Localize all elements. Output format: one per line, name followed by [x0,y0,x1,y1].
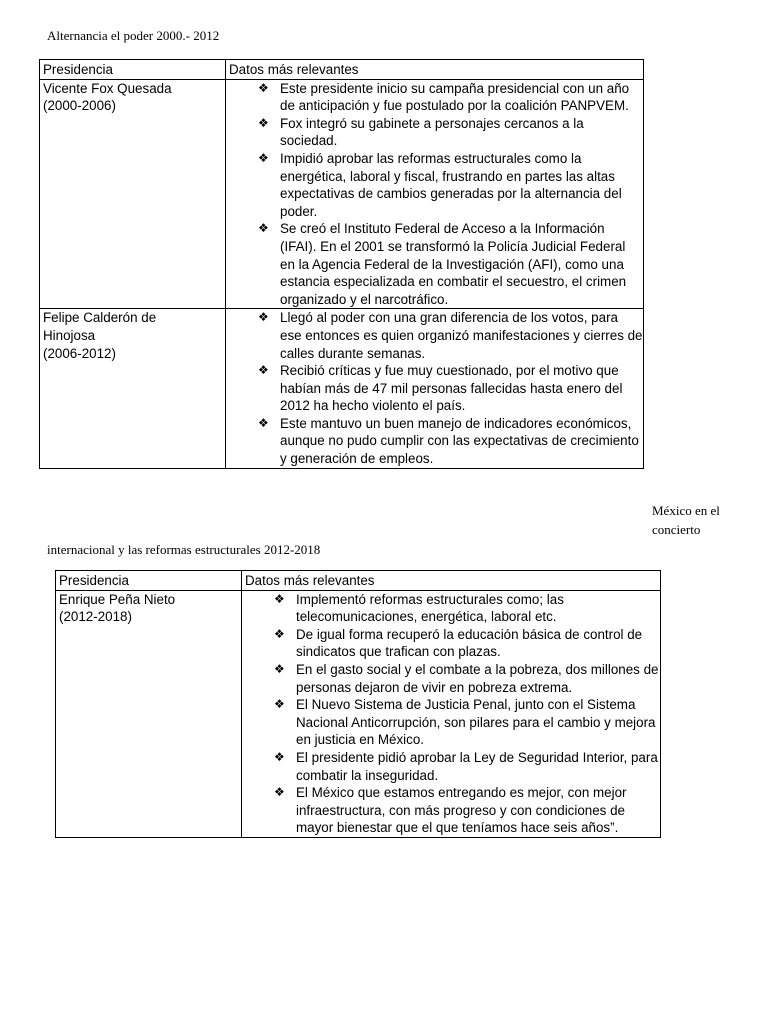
diamond-bullet-icon: ❖ [258,80,269,95]
diamond-bullet-icon: ❖ [258,115,269,130]
facts-cell [226,309,644,468]
list-item-text: En el gasto social y el combate a la pobreza, dos millones de personas dejaron de vivir en pobreza extrema. [296,661,659,695]
table-header-row [40,60,644,80]
list-item [245,661,660,696]
facts-list [229,309,643,467]
list-item-text: El México que estamos entregando es mejor, con mejor infraestructura, con más progreso y con condiciones de mayor bienestar que el que teníamos hace seis años”. [296,785,627,836]
header-datos: Datos más relevantes [242,571,661,591]
diamond-bullet-icon: ❖ [258,310,269,325]
list-item [229,80,643,115]
president-name: Enrique Peña Nieto (2012-2018) [56,590,242,837]
list-item-text: Llegó al poder con una gran diferencia de los votos, para ese entonces es quien organizó manifestaciones y cierres de calles durante semanas. [280,310,643,361]
diamond-bullet-icon: ❖ [274,626,285,641]
list-item-text: El presidente pidió aprobar la Ley de Seguridad Interior, para combatir la inseguridad. [296,749,658,783]
header-datos: Datos más relevantes [226,60,644,80]
diamond-bullet-icon: ❖ [258,150,269,165]
list-item-text: Fox integró su gabinete a personajes cercanos a la sociedad. [280,115,584,149]
facts-list [245,591,660,837]
facts-cell [226,79,644,309]
table-row [56,590,661,837]
president-name: Felipe Calderón de Hinojosa (2006-2012) [40,309,226,468]
side-note: México en el concierto [652,503,720,537]
list-item [245,696,660,749]
section-title-2: internacional y las reformas estructurales 2012-2018 [47,542,321,557]
list-item [245,626,660,661]
table-row [40,79,644,309]
diamond-bullet-icon: ❖ [274,785,285,800]
list-item [229,220,643,308]
presidencias-table-1 [39,59,644,469]
list-item [229,362,643,415]
table-row [40,309,644,468]
facts-list [229,80,643,309]
list-item-text: Impidió aprobar las reformas estructurales como la energética, laboral y fiscal, frustrando en partes las altas expectativas de cambios generadas por la alternancia del poder. [280,150,622,219]
list-item-text: Implementó reformas estructurales como; las telecomunicaciones, energética, laboral etc. [296,591,564,625]
section-title-1: Alternancia el poder 2000.- 2012 [47,28,220,43]
list-item [229,150,643,220]
list-item [245,591,660,626]
header-presidencia: Presidencia [56,571,242,591]
diamond-bullet-icon: ❖ [274,749,285,764]
diamond-bullet-icon: ❖ [274,591,285,606]
list-item-text: De igual forma recuperó la educación básica de control de sindicatos que trafican con plazas. [296,626,643,660]
diamond-bullet-icon: ❖ [274,697,285,712]
list-item-text: Este presidente inicio su campaña presidencial con un año de anticipación y fue postulado por la coalición PANPVEM. [280,80,630,114]
diamond-bullet-icon: ❖ [258,415,269,430]
diamond-bullet-icon: ❖ [258,363,269,378]
facts-cell [242,590,661,837]
list-item-text: Se creó el Instituto Federal de Acceso a la Información (IFAI). En el 2001 se transformó la Policía Judicial Federal en la Agencia Federal de la Investigación (AFI), como una estancia especializada en combatir el secuestro, el crimen organizado y el narcotráfico. [280,221,627,307]
list-item [229,115,643,150]
president-name: Vicente Fox Quesada (2000-2006) [40,79,226,309]
list-item [229,415,643,468]
table-header-row [56,571,661,591]
list-item [245,749,660,784]
header-presidencia: Presidencia [40,60,226,80]
diamond-bullet-icon: ❖ [274,661,285,676]
presidencias-table-2 [55,570,661,838]
list-item-text: Recibió críticas y fue muy cuestionado, por el motivo que habían más de 47 mil personas fallecidas hasta enero del 2012 ha hecho violento el país. [280,363,623,414]
list-item-text: El Nuevo Sistema de Justicia Penal, junto con el Sistema Nacional Anticorrupción, son pilares para el cambio y mejora en justicia en México. [296,697,656,748]
list-item [245,784,660,837]
list-item [229,309,643,362]
diamond-bullet-icon: ❖ [258,221,269,236]
list-item-text: Este mantuvo un buen manejo de indicadores económicos, aunque no pudo cumplir con las expectativas de crecimiento y generación de empleos. [280,415,639,467]
